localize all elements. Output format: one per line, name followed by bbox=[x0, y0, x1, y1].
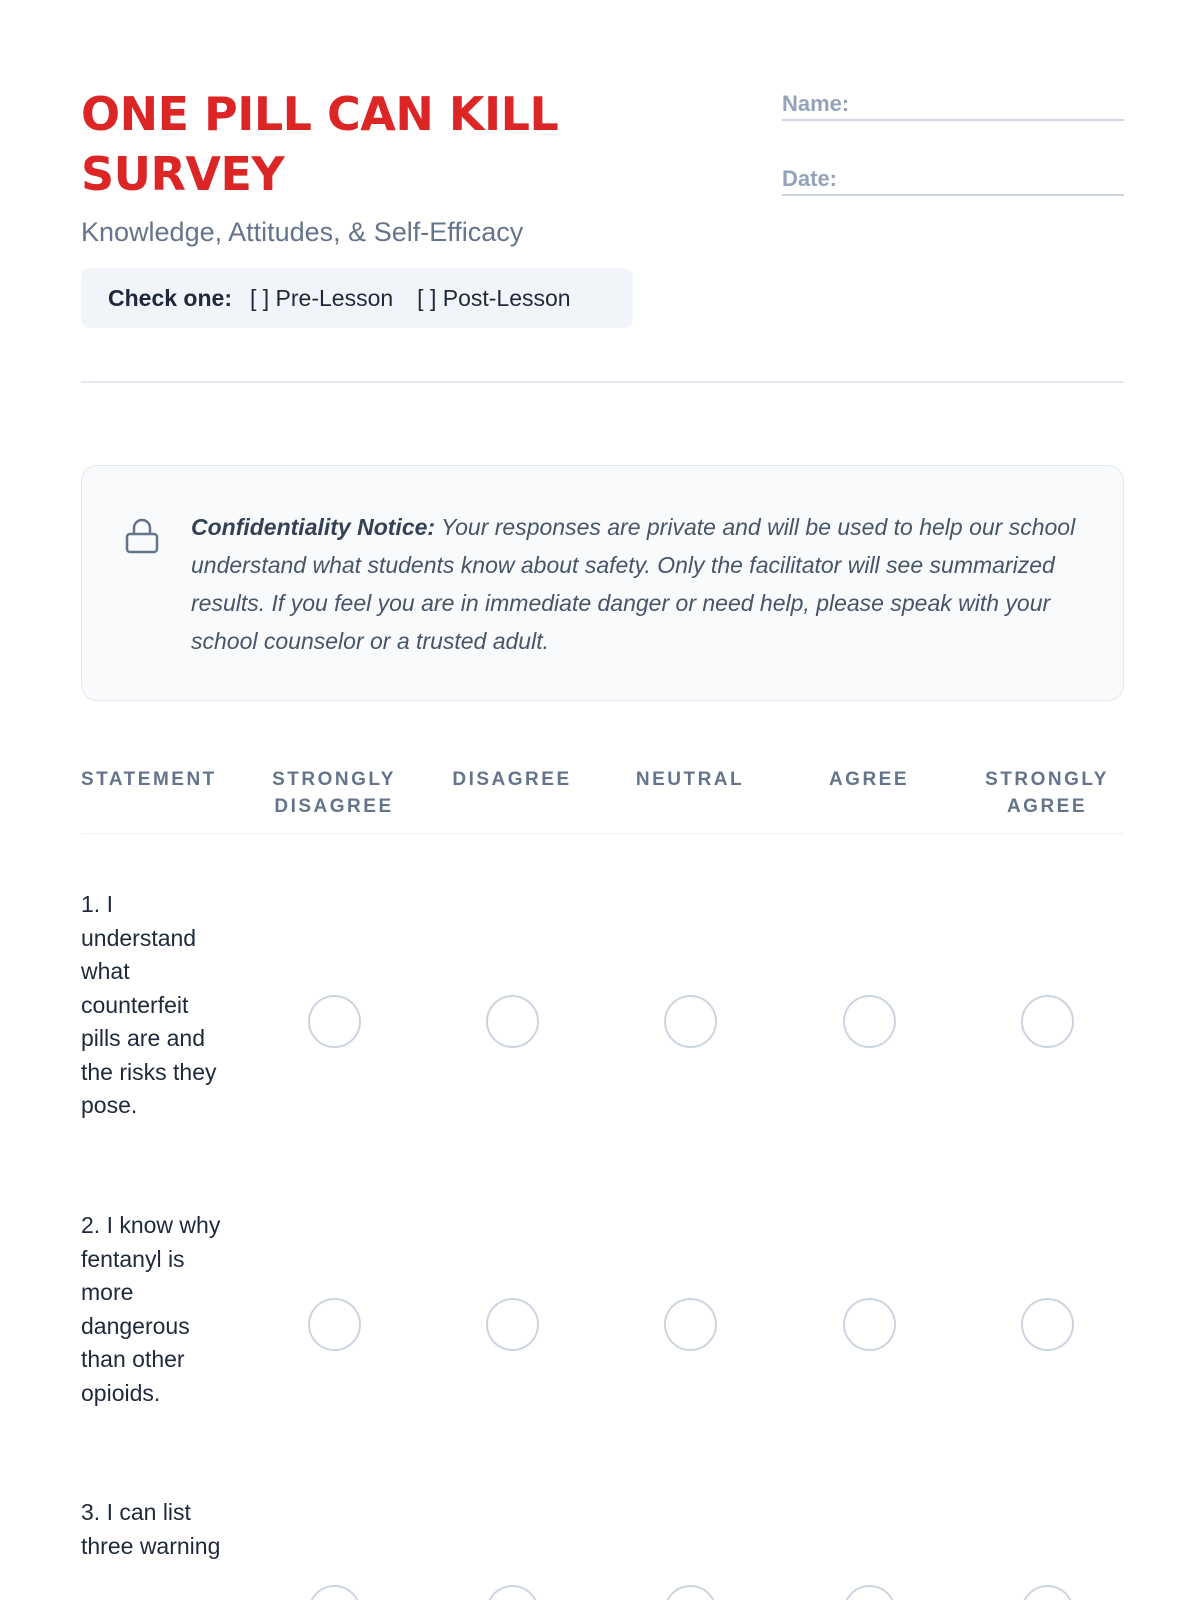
table-header bbox=[81, 766, 1124, 834]
lesson-check-box bbox=[81, 268, 633, 328]
statement-text: 3. I can list three warning bbox=[81, 1499, 221, 1559]
notice-heading: Confidentiality Notice: bbox=[191, 514, 436, 540]
radio-agree[interactable] bbox=[843, 995, 896, 1048]
radio-strongly-disagree[interactable] bbox=[308, 1585, 361, 1600]
radio-agree[interactable] bbox=[843, 1298, 896, 1351]
radio-strongly-agree[interactable] bbox=[1021, 995, 1074, 1048]
table-row bbox=[81, 1209, 1124, 1449]
survey-subtitle: Knowledge, Attitudes, & Self-Efficacy bbox=[81, 217, 524, 247]
radio-neutral[interactable] bbox=[664, 995, 717, 1048]
header-disagree: DISAGREE bbox=[452, 769, 572, 790]
check-one-label: Check one: bbox=[108, 284, 232, 311]
statement-text: 1. I understand what counterfeit pills are and the risks they pose. bbox=[81, 891, 217, 1118]
radio-strongly-agree[interactable] bbox=[1021, 1585, 1074, 1600]
header-agree: AGREE bbox=[828, 769, 910, 790]
radio-disagree[interactable] bbox=[486, 1298, 539, 1351]
radio-agree[interactable] bbox=[843, 1585, 896, 1600]
radio-neutral[interactable] bbox=[664, 1585, 717, 1600]
radio-strongly-disagree[interactable] bbox=[308, 1298, 361, 1351]
radio-neutral[interactable] bbox=[664, 1298, 717, 1351]
header-strongly-agree: STRONGLY AGREE bbox=[985, 769, 1109, 817]
header-statement: STATEMENT bbox=[81, 769, 217, 790]
table-row bbox=[81, 1496, 1124, 1600]
post-lesson-option[interactable]: [ ] Post-Lesson bbox=[417, 284, 571, 311]
table-row bbox=[81, 888, 1124, 1158]
notice-body: Your responses are private and will be used to help our school understand what students know about safety. Only the facilitator will see summarized results. If you feel you are in immediate danger or need help, please speak with your school counselor or a trusted adult. bbox=[191, 514, 1076, 654]
name-field[interactable] bbox=[782, 91, 1124, 121]
date-field[interactable] bbox=[782, 166, 1124, 196]
statement-text: 2. I know why fentanyl is more dangerous than other opioids. bbox=[81, 1212, 221, 1406]
radio-strongly-disagree[interactable] bbox=[308, 995, 361, 1048]
header-divider bbox=[81, 381, 1124, 383]
radio-strongly-agree[interactable] bbox=[1021, 1298, 1074, 1351]
pre-lesson-option[interactable]: [ ] Pre-Lesson bbox=[249, 284, 394, 311]
header-strongly-disagree: STRONGLY DISAGREE bbox=[272, 769, 396, 817]
header-neutral: NEUTRAL bbox=[635, 769, 745, 790]
radio-disagree[interactable] bbox=[486, 995, 539, 1048]
date-label: Date: bbox=[782, 166, 838, 191]
survey-title: ONE PILL CAN KILL SURVEY bbox=[81, 87, 559, 201]
notice-text bbox=[191, 508, 1091, 660]
confidentiality-notice bbox=[81, 465, 1124, 701]
name-label: Name: bbox=[782, 91, 850, 116]
lock-icon bbox=[124, 516, 160, 556]
radio-disagree[interactable] bbox=[486, 1585, 539, 1600]
